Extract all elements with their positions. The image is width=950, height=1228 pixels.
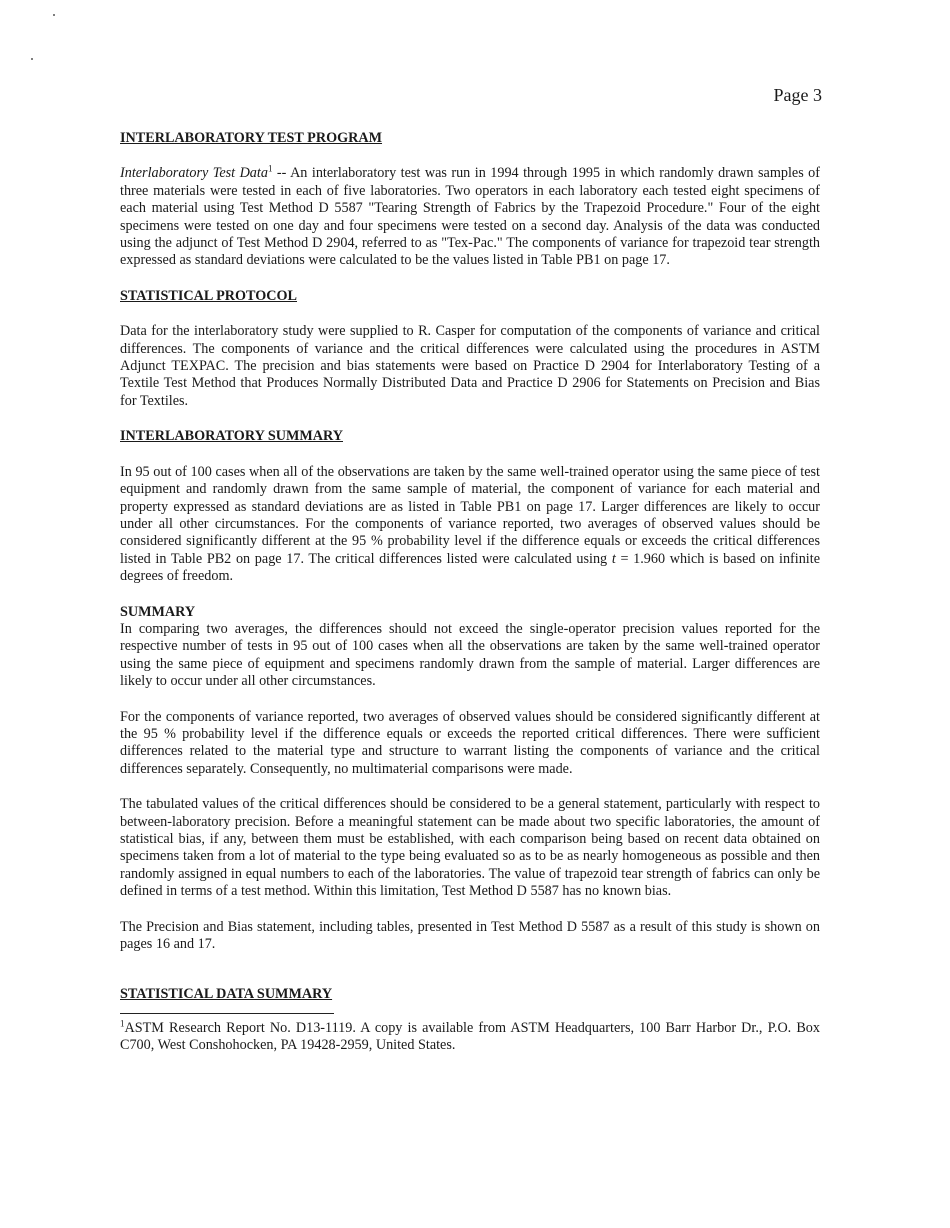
paragraph-interlaboratory-test-data — [120, 165, 820, 269]
footnote-divider — [120, 1013, 334, 1014]
scan-speck — [53, 14, 55, 16]
paragraph-summary-1: In comparing two averages, the differences should not exceed the single-operator precision values reported for the respective number of tests in 95 out of 100 cases when all the observations are taken by the same well-trained operator using the same piece of equipment and specimens randomly drawn from the sample of material. Larger differences are likely to occur under all other circumstances. — [120, 620, 820, 690]
paragraph-summary-2: For the components of variance reported, two averages of observed values should be considered significantly different at the 95 % probability level if the difference equals or exceeds the reported critical differences. There were sufficient differences related to the material type and structure to warrant listing the components of variance and the critical differences separately. Consequently, no multimaterial comparisons were made. — [120, 708, 820, 777]
footnote-ref: 1 — [267, 163, 273, 174]
t-symbol: t — [611, 550, 616, 567]
paragraph-summary-4: The Precision and Bias statement, including tables, presented in Test Method D 5587 as a result of this study is shown on pages 16 and 17. — [120, 918, 820, 953]
paragraph-summary-3: The tabulated values of the critical differences should be considered to be a general statement, particularly with respect to between-laboratory precision. Before a meaningful statement can be made about two specific laboratories, the amount of statistical bias, if any, between them must be established, with each comparison being based on recent data obtained on specimens taken from a lot of material to the type being evaluated so as to be as nearly homogeneous as possible and then randomly assigned in equal numbers to each of the laboratories. The value of trapezoid tear strength of fabrics can only be defined in terms of a test method. Within this limitation, Test Method D 5587 has no known bias. — [120, 796, 820, 900]
section-heading-interlaboratory-test-program: INTERLABORATORY TEST PROGRAM — [120, 130, 383, 146]
footnote — [120, 1020, 820, 1055]
footnote-text: ASTM Research Report No. D13-1119. A copy is available from ASTM Headquarters, 100 Barr Harbor Dr., P.O. Box C700, West Conshohocken, PA 19428-2959, United States. — [120, 1019, 820, 1054]
paragraph-text: -- An interlaboratory test was run in 1994 through 1995 in which randomly drawn samples of three materials were tested in each of five laboratories. Two operators in each laboratory each tested eight specimens of each material using Test Method D 5587 "Tearing Strength of Fabrics by the Trapezoid Procedure." Four of the eight specimens were tested on one day and four specimens were tested on a second day. Analysis of the data was conducted using the adjunct of Test Method D 2904, referred to as "Tex-Pac." The components of variance for trapezoid tear strength expressed as standard deviations were calculated to be the values listed in Table PB1 on page 17. — [120, 165, 821, 269]
lead-in-italic: Interlaboratory Test Data — [120, 165, 268, 182]
section-heading-summary: SUMMARY — [120, 603, 196, 620]
section-heading-interlaboratory-summary: INTERLABORATORY SUMMARY — [120, 428, 343, 445]
section-heading-statistical-protocol: STATISTICAL PROTOCOL — [120, 287, 298, 304]
paragraph-text: In 95 out of 100 cases when all of the observations are taken by the same well-trained operator using the same piece of test equipment and randomly drawn from the same sample of material, the component of variance for each material and property expressed as standard deviations are as listed in Table PB1 on page 17. Larger differences are likely to occur under all other circumstances. For the components of variance reported, two averages of observed values should be considered significantly different at the 95 % probability level if the difference equals or exceeds the critical differences listed in Table PB2 on page 17. The critical differences listed were calculated using — [120, 463, 820, 567]
section-heading-statistical-data-summary: STATISTICAL DATA SUMMARY — [120, 986, 333, 1003]
paragraph-interlaboratory-summary — [120, 464, 820, 586]
paragraph-statistical-protocol: Data for the interlaboratory study were supplied to R. Casper for computation of the components of variance and critical differences. The components of variance and the critical differences were calculated using the procedures in ASTM Adjunct TEXPAC. The precision and bias statements were based on Practice D 2904 for Interlaboratory Testing of a Textile Test Method that Produces Normally Distributed Data and Practice D 2906 for Statements on Precision and Bias for Textiles. — [120, 323, 820, 409]
footnote-marker: 1 — [120, 1018, 125, 1029]
paragraph-text: = 1.960 which is based on infinite degrees of freedom. — [120, 550, 820, 585]
document-body — [120, 130, 820, 1055]
page-number: Page 3 — [773, 85, 822, 105]
scan-speck — [31, 58, 33, 60]
